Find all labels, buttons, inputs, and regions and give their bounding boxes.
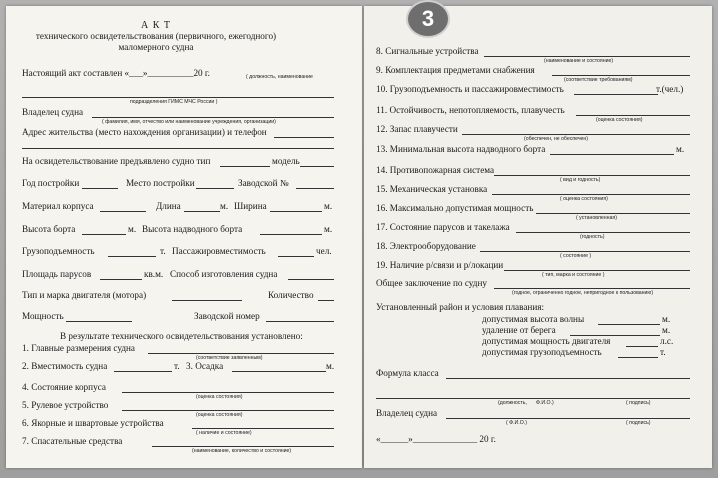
power-field[interactable] — [66, 321, 132, 322]
height-unit: м. — [128, 224, 137, 234]
model-label: модель — [272, 156, 300, 166]
item-5-field[interactable] — [122, 410, 334, 411]
length-label: Длина — [156, 201, 181, 211]
item-4-label: 4. Состояние корпуса — [22, 382, 106, 392]
item-14-field[interactable] — [494, 175, 690, 176]
item-3-label: 3. Осадка — [186, 361, 224, 371]
item-11-label: 11. Остойчивость, непотопляемость, плавучесть — [376, 105, 565, 115]
capacity-field[interactable] — [108, 256, 156, 257]
item-3-unit: м. — [326, 361, 335, 371]
act-title: А К Т — [141, 20, 171, 31]
owner2-field[interactable] — [446, 418, 690, 419]
item-11-field[interactable] — [576, 115, 690, 116]
factory-label: Заводской № — [238, 178, 289, 188]
height-label: Высота борта — [22, 224, 76, 234]
item-12-note: (обеспечен, не обеспечен) — [524, 136, 589, 142]
item-9-note: (соответствие требованиям) — [564, 77, 633, 83]
act-drawn-line[interactable] — [22, 97, 334, 98]
sails-unit: кв.м. — [144, 269, 164, 279]
owner-label: Владелец судна — [22, 107, 84, 117]
item-5-label: 5. Рулевое устройство — [22, 400, 109, 410]
item-9-label: 9. Комплектация предметами снабжения — [376, 65, 535, 75]
item-1-note: (соответствие заявленным) — [196, 355, 263, 361]
item-13-unit: м. — [676, 144, 685, 154]
item-17-note: (годность) — [580, 234, 605, 240]
item-16-label: 16. Максимально допустимая мощность — [376, 203, 534, 213]
hull-label: Материал корпуса — [22, 201, 94, 211]
sig-sign-note: ( подпись) — [626, 400, 651, 406]
item-16-field[interactable] — [536, 213, 690, 214]
factory-field[interactable] — [296, 188, 334, 189]
item-9-field[interactable] — [552, 75, 690, 76]
passengers-label: Пассажировместимость — [172, 246, 266, 256]
sig-position-note: (должность, — [498, 400, 527, 406]
item-12-label: 12. Запас плавучести — [376, 124, 458, 134]
serial-label: Заводской номер — [194, 311, 260, 321]
height-field[interactable] — [82, 234, 126, 235]
general-note: (годное, ограниченно годное, непригодное к пользованию) — [512, 290, 654, 296]
load-unit: т. — [660, 347, 666, 357]
method-field[interactable] — [288, 279, 334, 280]
date-field[interactable]: «______»______________ 20 г. — [376, 434, 496, 444]
item-13-label: 13. Минимальная высота надводного борта — [376, 144, 546, 154]
address-label: Адрес жительства (место нахождения организации) и телефон — [22, 127, 267, 137]
left-page — [6, 6, 362, 468]
owner-field[interactable] — [92, 117, 334, 118]
wave-field[interactable] — [598, 324, 660, 325]
item-7-field[interactable] — [152, 446, 334, 447]
width-unit: м. — [324, 201, 333, 211]
engine-type-field[interactable] — [172, 300, 242, 301]
item-7-note: (наименование, количество и состояние) — [192, 448, 292, 454]
item-19-label: 19. Наличие р/связи и р/локации — [376, 260, 504, 270]
item-19-note: ( тип, марка и состояние ) — [542, 272, 605, 278]
act-drawn-label: Настоящий акт составлен «___»__________20 г. — [22, 68, 210, 78]
vessel-type-field[interactable] — [220, 166, 270, 167]
freeboard-field[interactable] — [260, 234, 322, 235]
item-14-note: ( вид и годность) — [560, 177, 601, 183]
length-field[interactable] — [184, 211, 220, 212]
general-field[interactable] — [494, 288, 690, 289]
capacity-unit: т. — [160, 246, 166, 256]
item-17-label: 17. Состояние парусов и такелажа — [376, 222, 510, 232]
item-1-field[interactable] — [148, 353, 334, 354]
act-drawn-note-2: подразделения ГИМС МЧС России ) — [130, 99, 218, 105]
act-subtitle-2: маломерного судна — [118, 42, 194, 52]
item-2-unit: т. — [174, 361, 180, 371]
wave-unit: м. — [662, 314, 671, 324]
width-label: Ширина — [234, 201, 267, 211]
item-1-label: 1. Главные размерения судна — [22, 343, 136, 353]
address-field[interactable] — [274, 137, 334, 138]
item-7-label: 7. Спасательные средства — [22, 436, 123, 446]
shore-unit: м. — [662, 325, 671, 335]
method-label: Способ изготовления судна — [170, 269, 278, 279]
sails-field[interactable] — [100, 279, 142, 280]
item-5-note: (оценка состояния) — [196, 412, 243, 418]
item-11-note: (оценка состояния) — [596, 117, 643, 123]
item-15-note: ( оценка состояния) — [560, 196, 608, 202]
year-field[interactable] — [82, 188, 118, 189]
item-8-note: (наименование и состояние) — [544, 58, 614, 64]
formula-label: Формула класса — [376, 368, 439, 378]
item-8-field[interactable] — [484, 56, 690, 57]
item-16-note: ( установленная) — [576, 215, 617, 221]
place-field[interactable] — [196, 188, 234, 189]
item-13-field[interactable] — [550, 154, 674, 155]
item-17-field[interactable] — [516, 232, 690, 233]
power-label: Мощность — [22, 311, 64, 321]
general-label: Общее заключение по судну — [376, 278, 487, 288]
owner2-sign-note: ( подпись) — [626, 420, 651, 426]
address-field-2[interactable] — [22, 148, 334, 149]
result-heading: В результате технического освидетельствования установлено: — [60, 331, 303, 341]
serial-field[interactable] — [266, 321, 334, 322]
owner-note: ( фамилия, имя, отчество или наименование учреждения, организации) — [102, 119, 276, 125]
item-6-field[interactable] — [192, 428, 334, 429]
inspector-signature-line[interactable] — [376, 398, 690, 399]
presented-label: На освидетельствование предъявлено судно тип — [22, 156, 211, 166]
item-18-note: ( состояние ) — [560, 253, 592, 259]
passengers-unit: чел. — [316, 246, 332, 256]
engpow-field[interactable] — [626, 346, 658, 347]
item-14-label: 14. Противопожарная система — [376, 165, 495, 175]
act-drawn-note: ( должность, наименование — [246, 74, 313, 80]
act-subtitle: технического освидетельствования (первичного, ежегодного) — [35, 31, 277, 41]
shore-label: удаление от берега — [482, 325, 556, 335]
item-3-field[interactable] — [232, 371, 326, 372]
engpow-unit: л.с. — [660, 336, 674, 346]
item-10-label: 10. Грузоподъемность и пассажировместимость — [376, 84, 564, 94]
right-page — [364, 6, 712, 468]
freeboard-unit: м. — [324, 224, 333, 234]
item-19-field[interactable] — [504, 270, 690, 271]
item-15-field[interactable] — [492, 194, 690, 195]
engine-type-label: Тип и марка двигателя (мотора) — [22, 290, 147, 300]
page-number-badge: 3 — [408, 2, 448, 36]
item-2-field[interactable] — [114, 371, 172, 372]
item-15-label: 15. Механическая установка — [376, 184, 488, 194]
item-6-note: ( наличие и состояние) — [196, 430, 252, 436]
passengers-field[interactable] — [278, 256, 314, 257]
place-label: Место постройки — [126, 178, 195, 188]
capacity-label: Грузоподъемность — [22, 246, 95, 256]
formula-field[interactable] — [446, 378, 690, 379]
sails-label: Площадь парусов — [22, 269, 92, 279]
item-6-label: 6. Якорные и швартовые устройства — [22, 418, 164, 428]
freeboard-label: Высота надводного борта — [142, 224, 243, 234]
owner2-label: Владелец судна — [376, 408, 438, 418]
quantity-field[interactable] — [318, 300, 334, 301]
engpow-label: допустимая мощность двигателя — [482, 336, 611, 346]
item-12-field[interactable] — [462, 134, 690, 135]
item-18-label: 18. Электрооборудование — [376, 241, 476, 251]
item-8-label: 8. Сигнальные устройства — [376, 46, 479, 56]
length-unit: м. — [220, 201, 229, 211]
item-4-field[interactable] — [122, 392, 334, 393]
wave-label: допустимая высота волны — [482, 314, 585, 324]
item-4-note: (оценка состояния) — [196, 394, 243, 400]
item-18-field[interactable] — [480, 251, 690, 252]
item-2-label: 2. Вместимость судна — [22, 361, 108, 371]
item-10-field[interactable] — [574, 94, 658, 95]
load-field[interactable] — [618, 357, 658, 358]
item-10-unit: т.(чел.) — [656, 84, 684, 94]
width-field[interactable] — [270, 211, 322, 212]
sig-fio-note: Ф.И.О.) — [536, 400, 554, 406]
area-heading: Установленный район и условия плавания: — [376, 302, 545, 312]
year-label: Год постройки — [22, 178, 80, 188]
hull-field[interactable] — [100, 211, 146, 212]
model-field[interactable] — [300, 166, 334, 167]
load-label: допустимая грузоподъемность — [482, 347, 602, 357]
owner2-fio-note: ( Ф.И.О.) — [506, 420, 527, 426]
quantity-label: Количество — [268, 290, 314, 300]
